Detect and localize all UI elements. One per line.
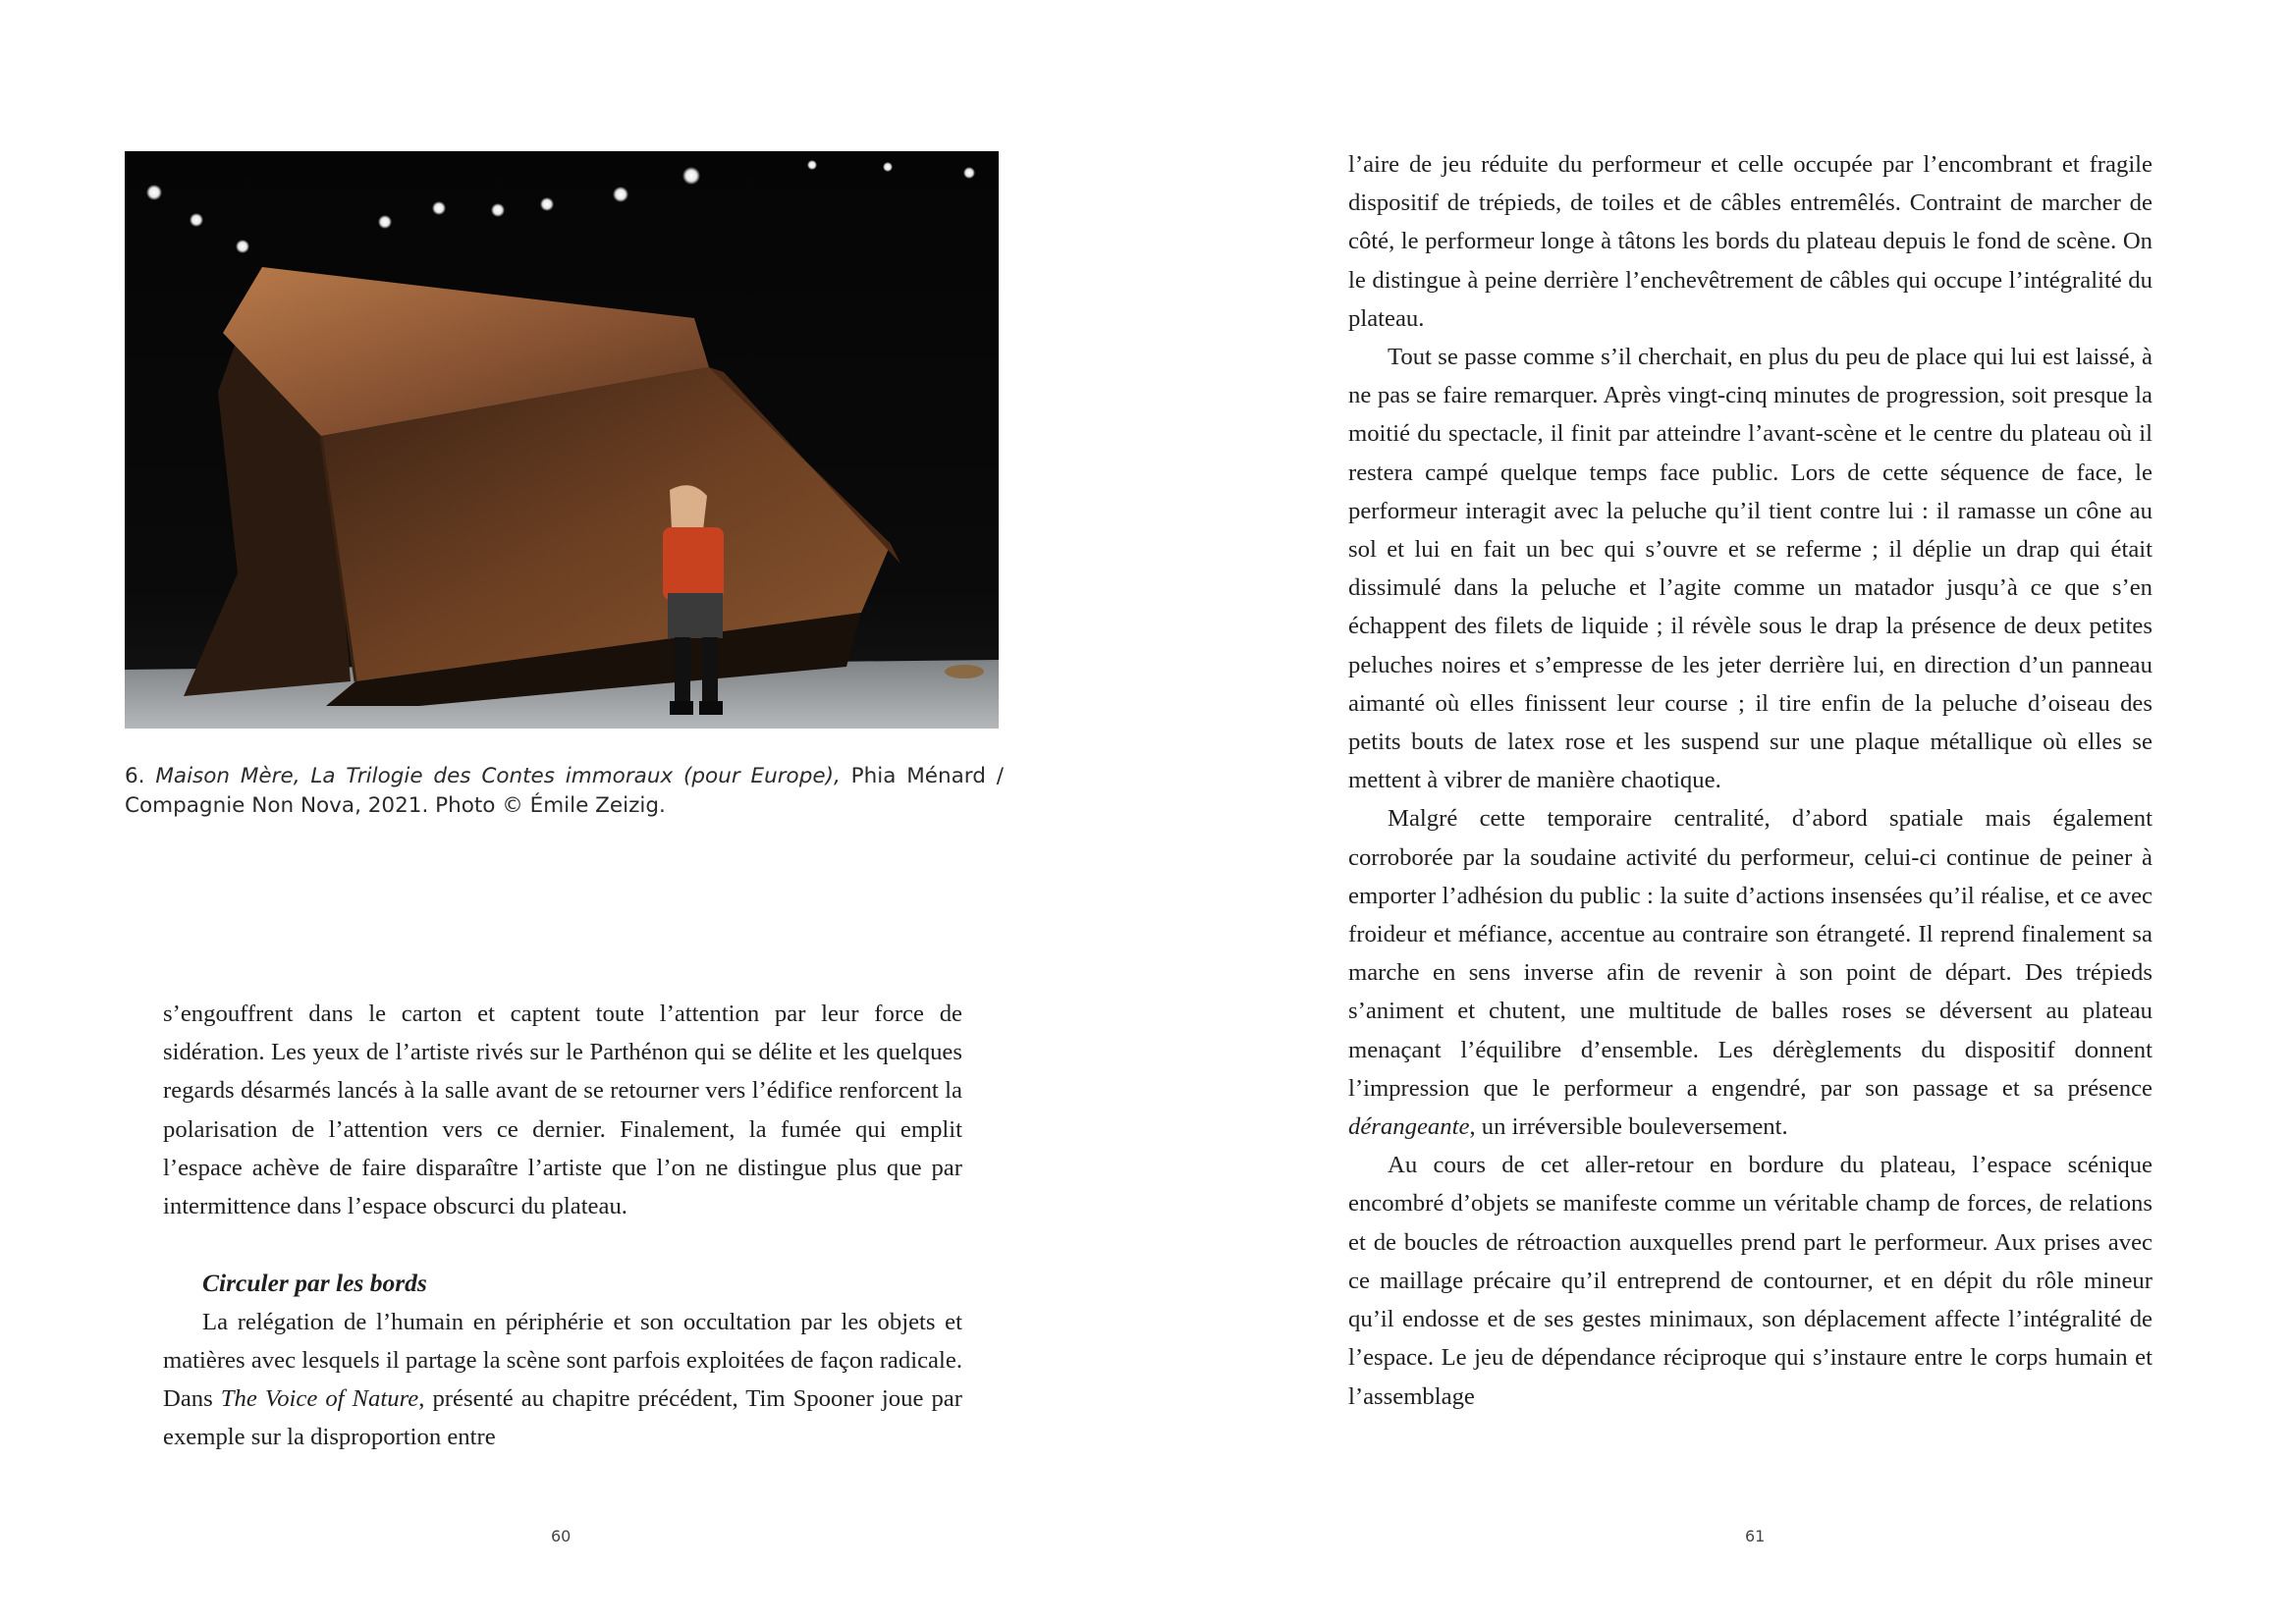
right-page xyxy=(1145,0,2289,1624)
caption-credit-line1: Phia Ménard / xyxy=(840,764,1004,788)
paragraph: Au cours de cet aller-retour en bordure du plateau, l’espace scénique encombré d’objets se manifeste comme un véritable champ de forces, de relations et de boucles de rétroaction auxquelles prend part le performeur. Aux prises avec ce maillage précaire qu’il entreprend de contourner, et en dépit du rôle mineur qu’il endosse et de ses gestes minimaux, son déplacement affecte l’intégralité de l’espace. Le jeu de dépendance réciproque qui s’instaure entre le corps humain et l’assemblage xyxy=(1348,1152,2153,1410)
figure-caption xyxy=(125,762,1004,821)
paragraph-text: La relégation de l’humain en périphérie et son occultation par les objets et matières avec lesquels il partage la scène sont parfois exploitées de façon radicale. Dans xyxy=(163,1308,962,1413)
section-heading: Circuler par les bords xyxy=(202,1269,427,1298)
paragraph: Tout se passe comme s’il cherchait, en plus du peu de place qui lui est laissé, à ne pas se faire remarquer. Après vingt-cinq minutes de progression, soit presque la moitié du spectacle, il finit par atteindre l’avant-scène et le centre du plateau où il restera campé quelque temps face public. Lors de cette séquence de face, le performeur interagit avec la peluche qu’il tient contre lui : il ramasse un cône au sol et lui en fait un bec qui s’ouvre et se referme ; il déplie un drap qui était dissimulé dans la peluche et l’agite comme un matador jusqu’à ce que s’en échappent des filets de liquide ; il révèle sous le drap la présence de deux petites peluches noires et s’empresse de les jeter derrière lui, en direction d’un panneau aimanté où elles finissent leur course ; il tire enfin de la peluche d’oiseau des petits bouts de latex rose et les suspend sur une plaque métallique où elles se mettent à vibrer de manière chaotique. xyxy=(1348,344,2153,794)
right-body-text xyxy=(1348,145,2153,1416)
left-body-text xyxy=(163,995,962,1456)
paragraph: s’engouffrent dans le carton et captent toute l’attention par leur force de sidération. Les yeux de l’artiste rivés sur le Parthénon qui se délite et les quelques regards désarmés lancés à la salle avant de se retourner vers l’édifice renforcent la polarisation de l’attention vers ce dernier. Finalement, la fumée qui emplit l’espace achève de faire disparaître l’artiste que l’on ne distingue plus que par intermittence dans l’espace obscurci du plateau. xyxy=(163,1001,962,1220)
caption-title: Maison Mère, La Trilogie des Contes immoraux (pour Europe), xyxy=(155,764,841,788)
paragraph-text: Malgré cette temporaire centralité, d’abord spatiale mais également corroborée par la soudaine activité du performeur, celui-ci continue de peiner à emporter l’adhésion du public : la suite d’actions insensées qu’il réalise, et ce avec froideur et méfiance, accentue au contraire son étrangeté. Il reprend finalement sa marche en sens inverse afin de revenir à son point de départ. Des trépieds s’animent et chutent, une multitude de balles roses se déversent au plateau menaçant l’équilibre d’ensemble. Les dérèglements du dispositif donnent l’impression que le performeur a engendré, par son passage et sa présence xyxy=(1348,805,2153,1102)
page-number: 60 xyxy=(551,1527,572,1545)
stage-photo xyxy=(125,151,999,734)
paragraph xyxy=(163,1303,962,1457)
left-page xyxy=(0,0,1144,1624)
paragraph: l’aire de jeu réduite du performeur et celle occupée par l’encombrant et fragile dispositif de trépieds, de toiles et de câbles entremêlés. Contraint de marcher de côté, le performeur longe à tâtons les bords du plateau depuis le fond de scène. On le distingue à peine derrière l’enchevêtrement de câbles qui occupe l’intégralité du plateau. xyxy=(1348,151,2153,332)
work-title: The Voice of Nature xyxy=(220,1385,419,1413)
paragraph-text: , un irréversible bouleversement. xyxy=(1469,1113,1788,1141)
paragraph-text: , présenté au chapitre précédent, Tim Spooner joue par exemple sur la disproportion entre xyxy=(163,1385,962,1451)
paragraph xyxy=(1348,799,2153,1146)
caption-credit-line2: Compagnie Non Nova, 2021. Photo © Émile Zeizig. xyxy=(125,793,666,818)
emphasis: dérangeante xyxy=(1348,1113,1470,1141)
page-number: 61 xyxy=(1745,1527,1766,1545)
caption-number: 6. xyxy=(125,764,156,788)
